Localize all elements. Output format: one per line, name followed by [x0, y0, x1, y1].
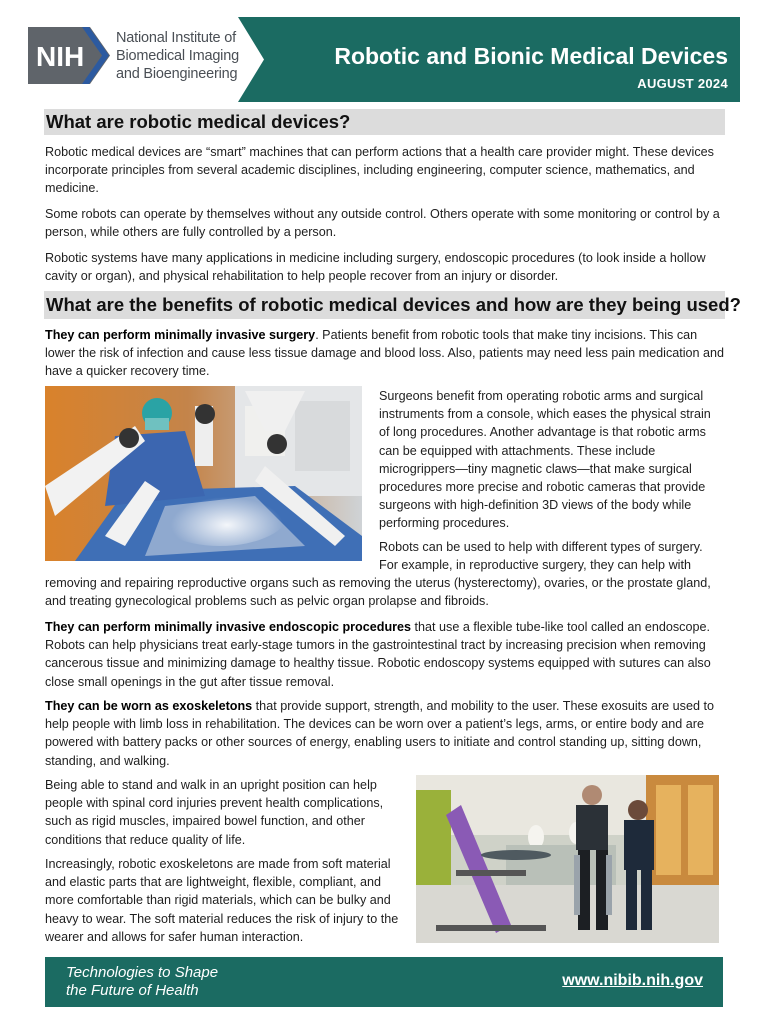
- bold-lead: They can perform minimally invasive endoscopic procedures: [45, 620, 412, 634]
- exoskeleton-photo: [416, 775, 719, 943]
- tagline-line-2: the Future of Health: [66, 982, 199, 999]
- institute-line-2: Biomedical Imaging: [116, 48, 239, 64]
- paragraph: Surgeons benefit from operating robotic arms and surgical instruments from a console, which eases the physical strain of long procedures. Another advantage is that robotic arms can be equipped with attachments. These include microgrippers—tiny magnetic claws—that make surgical procedures more precise and robotic cameras that provide surgeons with high-definition 3D views of the body while performing procedures.: [379, 389, 711, 531]
- paragraph: removing and repairing reproductive organs such as removing the uterus (hysterectomy), ovaries, or the prostate gland, and treating gynecological problems such as pelvic organ prolapse and fibroids.: [45, 576, 711, 609]
- bold-lead: They can perform minimally invasive surgery: [45, 328, 316, 342]
- section-heading: What are robotic medical devices?: [46, 111, 351, 132]
- bold-lead: They can be worn as exoskeletons: [45, 699, 253, 713]
- document-title: Robotic and Bionic Medical Devices: [334, 43, 728, 69]
- paragraph: Robotic medical devices are “smart” machines that can perform actions that a health care provider might. These devices incorporate principles from several academic disciplines, including engineering, computer science, mathematics, and medicine.: [45, 145, 714, 196]
- section-heading-bar: [44, 109, 725, 135]
- institute-line-3: and Bioengineering: [116, 66, 238, 82]
- paragraph: Increasingly, robotic exoskeletons are made from soft material and elastic parts that are lightweight, flexible, compliant, and more comfortable than rigid materials, which can be bulky and heavy to wear. The soft material reduces the risk of injury to the wearer and allows for safer human interaction.: [45, 857, 399, 944]
- page-header: [0, 0, 768, 104]
- page-footer: [45, 957, 723, 1007]
- section-heading-bar: [44, 291, 741, 319]
- document-date: AUGUST 2024: [637, 76, 728, 91]
- paragraph-text: . Patients benefit from robotic tools that make tiny incisions. This can lower the risk of infection and cause less tissue damage and blood loss. Also, patients may need less pain medication and have a quicker recovery time.: [45, 328, 725, 379]
- paragraph: [45, 618, 725, 691]
- paragraph: [45, 697, 725, 770]
- paragraph-text: that provide support, strength, and mobility to the user. These exosuits are used to help people with limb loss in rehabilitation. The devices can be worn over a patient’s legs, arms, or entire body and are powered with battery packs or other sources of energy, enabling users to initiate and control standing up, sitting down, standing, and walking.: [45, 699, 714, 768]
- paragraph: Being able to stand and walk in an upright position can help people with spinal cord injuries prevent health complications, such as rigid muscles, impaired bowel function, and other conditions that reduce quality of life.: [45, 778, 384, 847]
- footer-tagline: [66, 964, 218, 1000]
- paragraph: [45, 326, 725, 381]
- paragraph: Robotic systems have many applications in medicine including surgery, endoscopic procedures (to look inside a hollow cavity or organ), and physical rehabilitation to help people recover from an injury or disorder.: [45, 251, 706, 284]
- institute-line-1: National Institute of: [116, 30, 236, 46]
- paragraph-text: that use a flexible tube-like tool called an endoscope. Robots can help physicians treat early-stage tumors in the gastrointestinal tract by increasing precision when removing cancerous tissue and minimizing damage to healthy tissue. Robotic endoscopy systems equipped with sutures can also close small openings in the gut after tissue removal.: [45, 620, 711, 689]
- title-banner: [238, 17, 740, 102]
- nih-logo-text: NIH: [36, 41, 85, 72]
- paragraph: Some robots can operate by themselves without any outside control. Others operate with some monitoring or control by a person, while others are fully controlled by a person.: [45, 207, 720, 240]
- institute-name: [116, 29, 239, 83]
- website-link[interactable]: www.nibib.nih.gov: [562, 972, 703, 989]
- surgery-robot-photo: [45, 386, 362, 561]
- section-heading: What are the benefits of robotic medical devices and how are they being used?: [46, 294, 741, 315]
- tagline-line-1: Technologies to Shape: [66, 964, 219, 981]
- paragraph: Robots can be used to help with different types of surgery. For example, in reproductive surgery, they can help with: [379, 540, 703, 573]
- nih-logo: [28, 27, 110, 84]
